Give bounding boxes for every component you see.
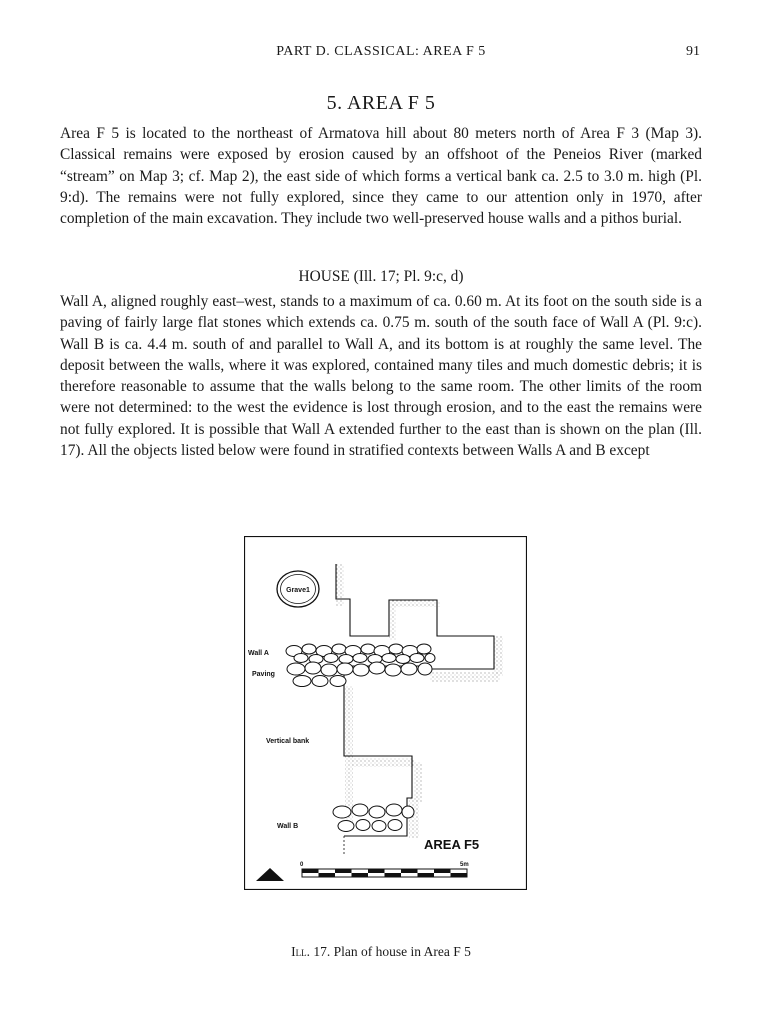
site-plan-figure [244,536,527,890]
wall-a-label: Wall A [248,650,269,657]
intro-paragraph: Area F 5 is located to the northeast of Armatova hill about 80 meters north of Area F 3 (Map 3). Classical remains were exposed by erosion caused by an offshoot of the Peneios River (marked “stream” on Map 3; cf. Map 2), the east side of which forms a vertical bank ca. 2.5 to 3.0 m. high (Pl. 9:d). The remains were not fully explored, since they came to our attention only in 1970, after completion of the main excavation. They include two well-preserved house walls and a pithos burial. [60,125,702,228]
caption-text: 17. Plan of house in Area F 5 [310,944,471,959]
paving-label: Paving [252,671,275,678]
scale-start-label: 0 [300,862,304,868]
vertical-bank-label: Vertical bank [266,738,310,745]
scale-bar [302,869,467,877]
wall-b-label: Wall B [277,823,299,830]
page-number: 91 [686,44,700,59]
running-title: PART D. CLASSICAL: AREA F 5 [276,44,486,59]
figure-caption [0,944,762,960]
house-paragraph: Wall A, aligned roughly east–west, stands to a maximum of ca. 0.60 m. At its foot on the south side is a paving of fairly large flat stones which extends ca. 0.75 m. south of the south face of Wall A (Pl. 9:c). Wall B is ca. 4.4 m. south of and parallel to Wall A, and its bottom is at roughly the same level. The deposit between the walls, where it was explored, contained many tiles and much domestic debris; it is therefore reasonable to assume that the walls belong to the same room. The other limits of the room were not determined: to the west the evidence is lost through erosion, and to the east the remains were not fully explored. It is possible that Wall A extended further to the east than is shown on the plan (Ill. 17). All the objects listed below were found in stratified contexts between Walls A and B except [60,293,702,460]
section-title: 5. AREA F 5 [326,92,436,114]
scale-end-label: 5m [460,862,469,868]
house-heading: HOUSE (Ill. 17; Pl. 9:c, d) [298,268,464,285]
grave-label: Grave1 [286,587,310,594]
caption-prefix: Ill. [291,944,310,959]
area-title: AREA F5 [424,837,480,852]
site-plan-drawing [244,536,527,890]
running-head [0,44,762,66]
